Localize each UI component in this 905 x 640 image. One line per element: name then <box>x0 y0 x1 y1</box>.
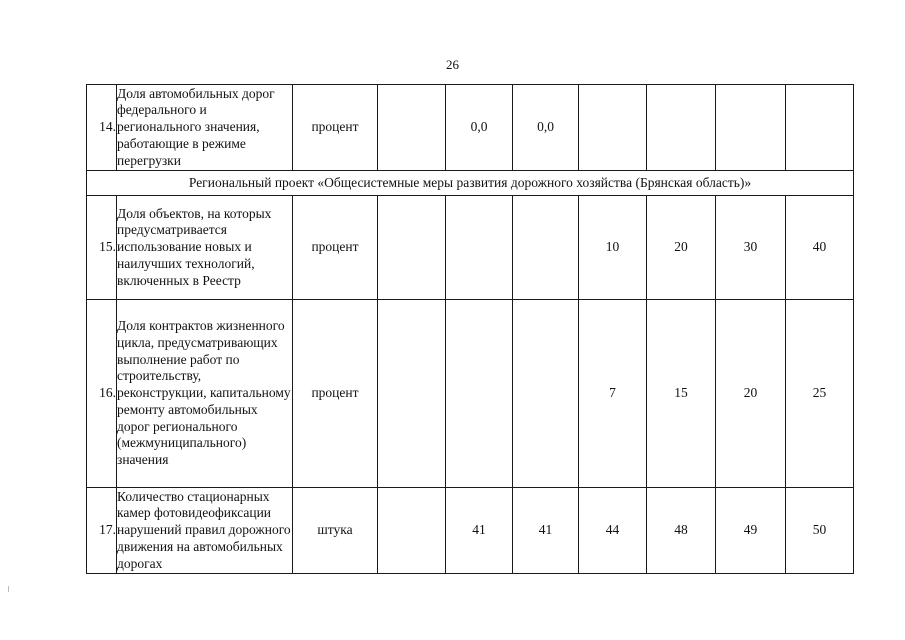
value-cell <box>378 85 446 171</box>
value-cell: 49 <box>716 488 786 574</box>
value-cell <box>513 300 579 488</box>
value-cell <box>716 85 786 171</box>
value-cell <box>786 85 854 171</box>
table-row <box>87 85 854 171</box>
value-cell: 0,0 <box>513 85 579 171</box>
value-cell <box>378 300 446 488</box>
page-number: 26 <box>446 57 459 72</box>
section-title: Региональный проект «Общесистемные меры развития дорожного хозяйства (Брянская область)» <box>87 171 854 196</box>
value-cell: 48 <box>647 488 716 574</box>
value-cell: 7 <box>579 300 647 488</box>
value-cell: 10 <box>579 196 647 300</box>
indicator-name: Доля автомобильных дорог федерального и регионального значения, работающие в режиме перегрузки <box>117 85 293 171</box>
table-row <box>87 300 854 488</box>
value-cell <box>378 196 446 300</box>
row-number: 16. <box>87 300 117 488</box>
value-cell <box>446 300 513 488</box>
value-cell: 20 <box>647 196 716 300</box>
table-row <box>87 196 854 300</box>
indicator-name: Количество стационарных камер фотовидеофиксации нарушений правил дорожного движения на автомобильных дорогах <box>117 488 293 574</box>
table-row <box>87 488 854 574</box>
value-cell: 50 <box>786 488 854 574</box>
unit-cell: процент <box>293 85 378 171</box>
indicator-name: Доля объектов, на которых предусматривается использование новых и наилучших технологий, включенных в Реестр <box>117 196 293 300</box>
value-cell <box>446 196 513 300</box>
row-number: 14. <box>87 85 117 171</box>
value-cell: 30 <box>716 196 786 300</box>
row-number: 15. <box>87 196 117 300</box>
value-cell <box>647 85 716 171</box>
indicator-name: Доля контрактов жизненного цикла, предусматривающих выполнение работ по строительству, реконструкции, капитальному ремонту автомобильных дорог регионального (межмуниципального) значения <box>117 300 293 488</box>
value-cell <box>579 85 647 171</box>
value-cell: 40 <box>786 196 854 300</box>
unit-cell: процент <box>293 196 378 300</box>
value-cell <box>378 488 446 574</box>
indicators-table <box>86 84 854 574</box>
unit-cell: процент <box>293 300 378 488</box>
value-cell <box>513 196 579 300</box>
value-cell: 44 <box>579 488 647 574</box>
value-cell: 20 <box>716 300 786 488</box>
value-cell: 41 <box>446 488 513 574</box>
section-row <box>87 171 854 196</box>
value-cell: 15 <box>647 300 716 488</box>
value-cell: 25 <box>786 300 854 488</box>
row-number: 17. <box>87 488 117 574</box>
scan-artifact <box>8 586 9 592</box>
value-cell: 0,0 <box>446 85 513 171</box>
unit-cell: штука <box>293 488 378 574</box>
value-cell: 41 <box>513 488 579 574</box>
